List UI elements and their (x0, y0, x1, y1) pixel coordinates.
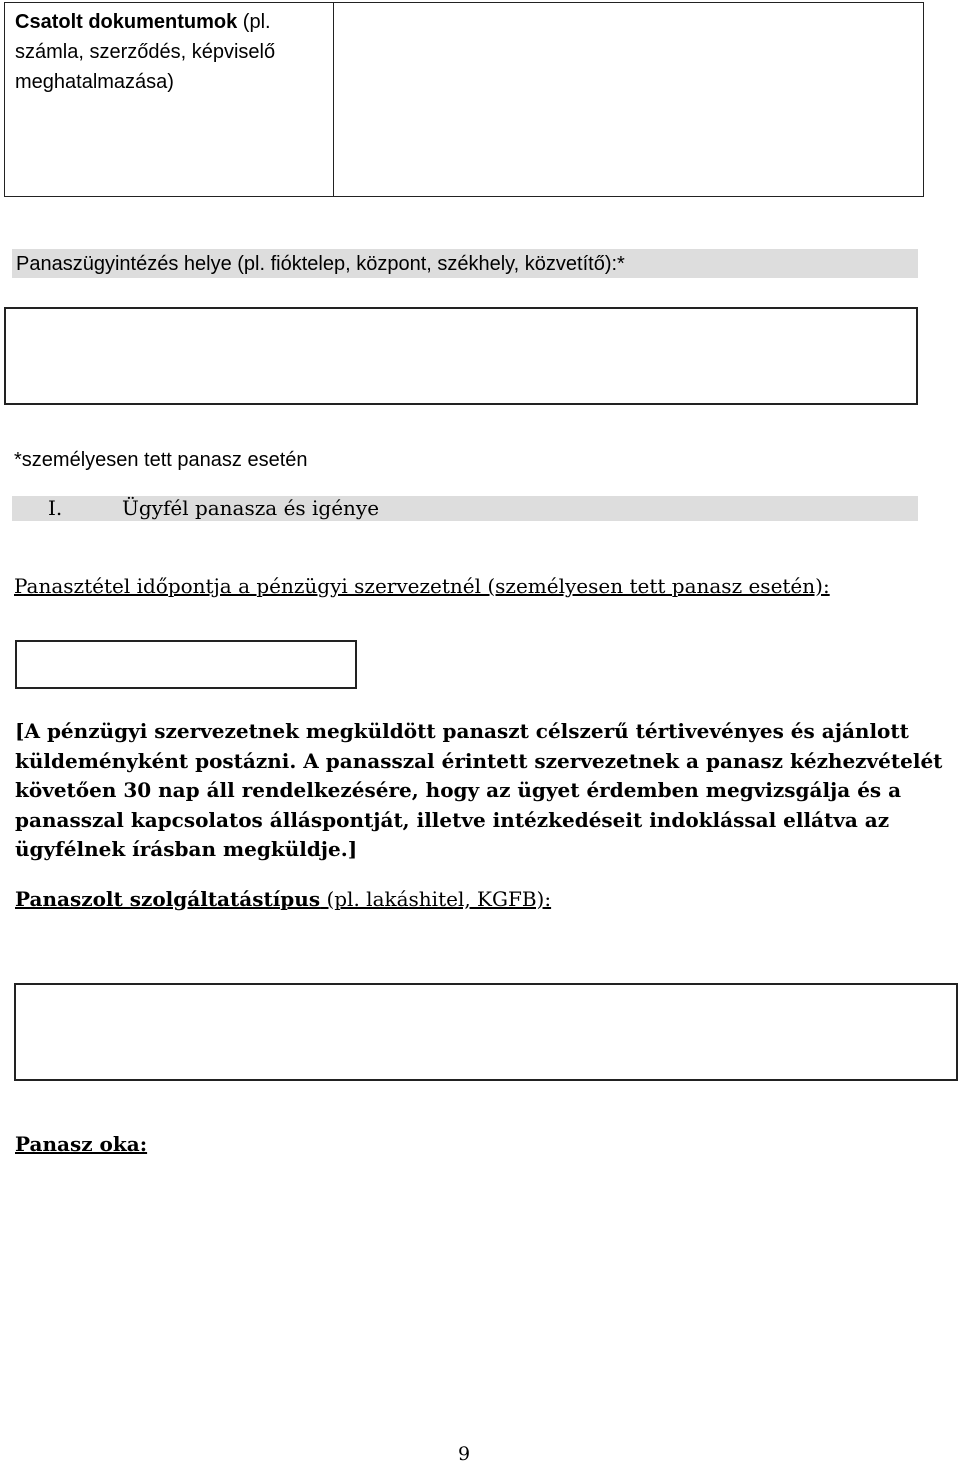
page-number: 9 (458, 1443, 471, 1465)
section-number: I. (48, 496, 63, 520)
complaint-place-bar (12, 249, 918, 278)
attachments-label-rest: (pl. számla, szerződés, képviselő meghatalmazása) (15, 11, 276, 93)
complaint-place-field[interactable] (4, 307, 918, 405)
complaint-time-field[interactable] (15, 640, 357, 689)
attachments-label (15, 7, 315, 97)
attachments-table (4, 2, 924, 197)
footnote: *személyesen tett panasz esetén (14, 449, 308, 471)
attachments-divider (333, 3, 334, 196)
service-type-label (15, 885, 551, 913)
complaint-time-label: Panasztétel időpontja a pénzügyi szervezetnél (személyesen tett panasz esetén): (14, 574, 830, 598)
complaint-place-label: Panaszügyintézés helye (pl. fióktelep, központ, székhely, közvetítő):* (16, 253, 625, 275)
section-title: Ügyfél panasza és igénye (122, 496, 380, 520)
info-paragraph: [A pénzügyi szervezetnek megküldött panaszt célszerű tértivevényes és ajánlott küldeményként postázni. A panasszal érintett szervezetnek a panasz kézhezvételét követően 30 nap áll rendelkezésére, hogy az ügyet érdemben megvizsgálja és a panasszal kapcsolatos álláspontját, illetve intézkedéseit indoklással ellátva az ügyfélnek írásban megküldje.] (15, 719, 943, 861)
service-type-label-rest: (pl. lakáshitel, KGFB): (320, 887, 552, 911)
service-type-label-bold: Panaszolt szolgáltatástípus (15, 887, 321, 911)
attachments-label-bold: Csatolt dokumentumok (15, 11, 238, 33)
reason-label: Panasz oka: (15, 1132, 148, 1156)
service-type-field[interactable] (14, 983, 958, 1081)
